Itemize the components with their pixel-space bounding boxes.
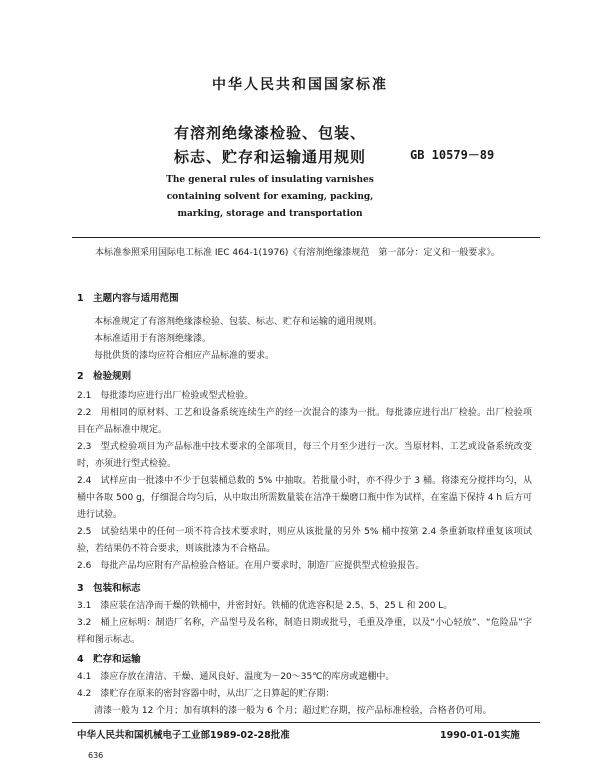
section-2-heading: 2 检验规则 xyxy=(77,371,132,382)
bottom-divider xyxy=(72,722,540,723)
clause-2-2: 2.2 用相同的原材料、工艺和设备系统连续生产的经一次混合的漆为一批。每批漆应进行出厂检验。出厂检验项目在产品标准中规定。 xyxy=(77,408,532,435)
clause-4-2: 4.2 漆贮存在原来的密封容器中时，从出厂之日算起的贮存期： xyxy=(77,689,335,699)
english-title-line-3: marking, storage and transportation xyxy=(177,209,363,219)
approval-line: 中华人民共和国机械电子工业部1989-02-28批准 xyxy=(77,730,290,741)
section-1-paragraph-3: 每批供货的漆均应符合相应产品标准的要求。 xyxy=(94,351,275,361)
clause-2-3: 2.3 型式检验项目为产品标准中技术要求的全部项目，每三个月至少进行一次。当原材料、工艺或设备系统改变时，亦须进行型式检验。 xyxy=(77,442,532,469)
clause-4-2-storage-period: 清漆一般为 12 个月；加有填料的漆一般为 6 个月；超过贮存期，按产品标准检验，合格者仍可用。 xyxy=(94,706,492,716)
document-title-line-2: 标志、贮存和运输通用规则 xyxy=(173,148,366,166)
clause-2-4: 2.4 试样应由一批漆中不少于包装桶总数的 5% 中抽取。若批量小时，亦不得少于 3 桶。将漆充分搅拌均匀，从桶中各取 500 g，仔细混合均匀后，从中取出所需数量装在洁净干燥磨口瓶中作为试样，在室温下保持 4 h 后方可进行试验。 xyxy=(77,476,532,520)
top-divider xyxy=(72,237,540,238)
clause-3-2: 3.2 桶上应标明：制造厂名称，产品型号及名称，制造日期或批号，毛重及净重，以及“小心轻放”、“危险品”字样和图示标志。 xyxy=(77,618,532,645)
english-title-line-1: The general rules of insulating varnishes xyxy=(166,175,374,185)
document-title-line-1: 有溶剂绝缘漆检验、包装、 xyxy=(173,124,366,142)
section-1-paragraph-1: 本标准规定了有溶剂绝缘漆检验、包装、标志、贮存和运输的通用规则。 xyxy=(94,317,383,327)
clause-4-1: 4.1 漆应存放在清洁、干燥、通风良好、温度为－20～35℃的库房或遮棚中。 xyxy=(77,672,395,682)
standard-category-header: 中华人民共和国国家标准 xyxy=(212,77,388,93)
intro-paragraph: 本标准参照采用国际电工标准 IEC 464-1(1976)《有溶剂绝缘漆规范 第一部分：定义和一般要求》。 xyxy=(95,248,500,258)
section-1-paragraph-2: 本标准适用于有溶剂绝缘漆。 xyxy=(94,334,212,344)
section-3-heading: 3 包装和标志 xyxy=(77,583,141,594)
clause-3-1: 3.1 漆应装在洁净而干燥的铁桶中，并密封好。铁桶的优选容积是 2.5、5、25 L 和 200 L。 xyxy=(77,601,453,611)
clause-2-1: 2.1 每批漆均应进行出厂检验或型式检验。 xyxy=(77,391,254,401)
section-4-heading: 4 贮存和运输 xyxy=(77,654,141,665)
standard-number: GB 10579－89 xyxy=(410,148,495,162)
effective-date-line: 1990-01-01实施 xyxy=(440,730,520,741)
english-title-line-2: containing solvent for examing, packing, xyxy=(166,192,374,202)
section-1-heading: 1 主题内容与适用范围 xyxy=(77,293,179,304)
clause-2-6: 2.6 每批产品均应附有产品检验合格证。在用户要求时，制造厂应提供型式检验报告。 xyxy=(77,561,425,571)
page-number: 636 xyxy=(88,751,104,760)
clause-2-5: 2.5 试验结果中的任何一项不符合技术要求时，则应从该批量的另外 5% 桶中按第 2.4 条重新取样重复该项试验，若结果仍不符合要求，则该批漆为不合格品。 xyxy=(77,527,532,554)
